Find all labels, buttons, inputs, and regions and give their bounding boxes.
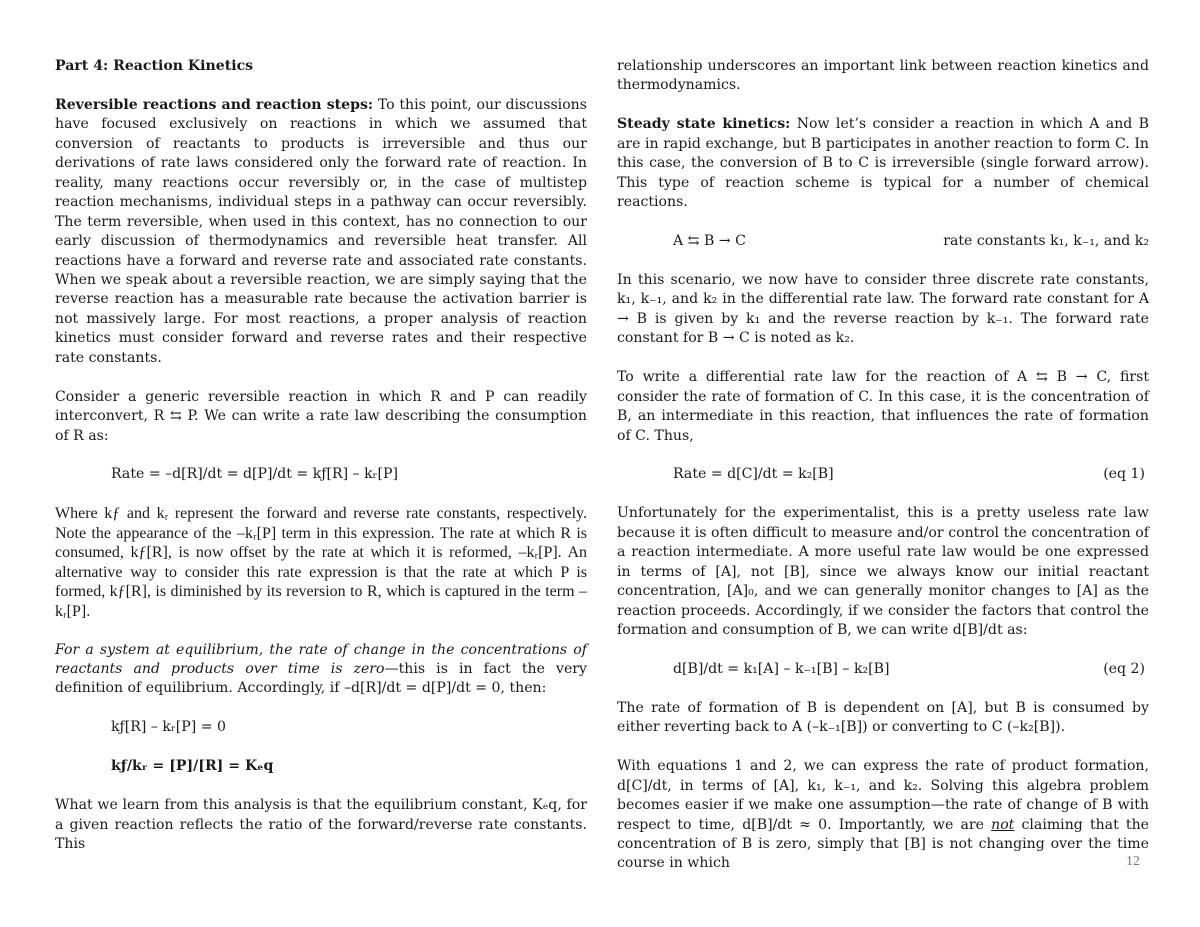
keq-paragraph: What we learn from this analysis is that the equilibrium constant, Kₑq, for a given reaction reflects the ratio of the forward/reverse rate constants. This (55, 797, 587, 852)
equilibrium-zero-equation: kƒ[R] – kᵣ[P] = 0 (111, 719, 227, 736)
page-number: 12 (1126, 854, 1140, 869)
differential-rate-law-paragraph: To write a differential rate law for the reaction of A ⇆ B → C, first consider the rate of formation of C. In this case, it is the concentration of B, an intermediate in this reaction, that influences the rate of formation of C. Thus, (617, 369, 1149, 444)
rate-constants-paragraph: Where kƒ and kᵣ represent the forward and reverse rate constants, respectively. Note the appearance of the –kᵣ[P] term in this expression. The rate at which R is consumed, kƒ[R], is now offset by the rate at which it is reformed, –kᵣ[P]. An alternative way to consider this rate expression is that the rate at which P is formed, kƒ[R], is diminished by its reversion to R, which is captured in the term –kᵣ[P]. (55, 505, 587, 620)
rate-constants-scenario-paragraph: In this scenario, we now have to consider three discrete rate constants, k₁, k₋₁, and k₂ in the differential rate law. The forward rate constant for A → B is given by k₁ and the reverse reaction by k₋₁. The forward rate constant for B → C is noted as k₂. (617, 271, 1149, 347)
keq-equation: kƒ/kᵣ = [P]/[R] = Kₑq (111, 758, 274, 775)
right-column (617, 57, 1149, 874)
reversible-reactions-heading: Reversible reactions and reaction steps: (55, 96, 374, 113)
steady-state-heading: Steady state kinetics: (617, 116, 791, 133)
formation-of-b-paragraph: The rate of formation of B is dependent on [A], but B is consumed by either reverting back to A (–k₋₁[B]) or converting to C (–k₂[B]). (617, 699, 1149, 736)
rate-equation: Rate = –d[R]/dt = d[P]/dt = kƒ[R] – kᵣ[P] (111, 466, 398, 483)
left-column (55, 57, 587, 854)
reaction-scheme: A ⇆ B → C rate constants k₁, k₋₁, and k₂ (673, 233, 1149, 250)
equation-1: Rate = d[C]/dt = k₂[B] (eq 1) (673, 466, 1145, 483)
section-heading: Part 4: Reaction Kinetics (55, 58, 254, 74)
useless-rate-law-paragraph: Unfortunately for the experimentalist, this is a pretty useless rate law because it is often difficult to measure and/or control the concentration of a reaction intermediate. A more useful rate law would be one expressed in terms of [A], not [B], since we always know our initial reactant concentration, [A]₀, and we can generally monitor changes to [A] as the reaction proceeds. Accordingly, if we consider the factors that control the formation and consumption of B, we can write d[B]/dt as: (617, 505, 1149, 639)
generic-reaction-paragraph: Consider a generic reversible reaction in which R and P can readily interconvert, R ⇆ P. We can write a rate law describing the consumption of R as: (55, 388, 587, 444)
continuation-paragraph: relationship underscores an important link between reaction kinetics and thermodynamics. (617, 58, 1149, 94)
steady-state-assumption-paragraph: With equations 1 and 2, we can express the rate of product formation, d[C]/dt, in terms of [A], k₁, k₋₁, and k₂. Solving this algebra problem becomes easier if we make one assumption—the rate of change of B with respect to time, d[B]/dt ≈ 0. Importantly, we are not claiming that the concentration of B is zero, simply that [B] is not changing over the time course in which (617, 758, 1149, 872)
reversible-reactions-paragraph: Reversible reactions and reaction steps: To this point, our discussions have focused exclusively on reactions in which we assumed that conversion of reactants to products is irreversible and thus our derivations of rate laws considered only the forward rate of reaction. In reality, many reactions occur reversibly or, in the case of multistep reaction mechanisms, individual steps in a pathway can occur reversibly. The term reversible, when used in this context, has no connection to our early discussion of thermodynamics and reversible heat transfer. All reactions have a forward and reverse rate and associated rate constants. When we speak about a reversible reaction, we are simply saying that the reverse reaction has a measurable rate because the activation barrier is not massively large. For most reactions, a proper analysis of reaction kinetics must consider forward and reverse rates and their respective rate constants. (55, 96, 587, 366)
equation-2: d[B]/dt = k₁[A] – k₋₁[B] – k₂[B] (eq 2) (673, 660, 1145, 677)
equilibrium-paragraph: For a system at equilibrium, the rate of change in the concentrations of reactants and products over time is zero—this is in fact the very definition of equilibrium. Accordingly, if –d[R]/dt = d[P]/dt = 0, then: (55, 641, 588, 697)
steady-state-paragraph: Steady state kinetics: Now let’s consider a reaction in which A and B are in rapid exchange, but B participates in another reaction to form C. In this case, the conversion of B to C is irreversible (single forward arrow). This type of reaction scheme is typical for a number of chemical reactions. (617, 116, 1149, 211)
